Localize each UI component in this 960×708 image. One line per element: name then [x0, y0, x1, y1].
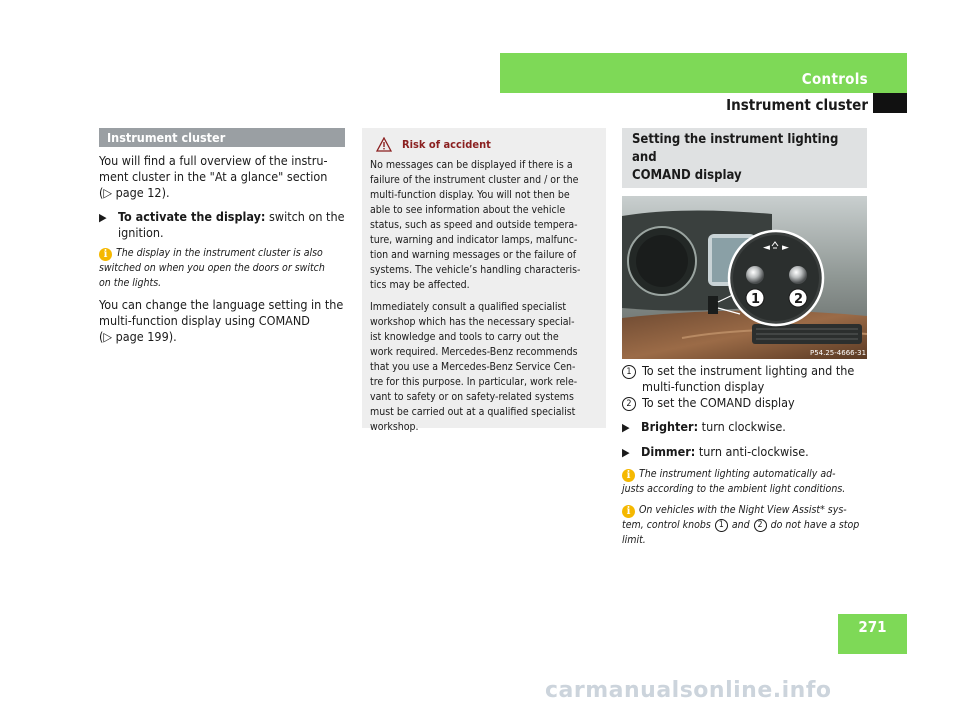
step-label: Brighter:	[641, 419, 699, 434]
warning-title: Risk of accident	[402, 137, 491, 151]
legend-text: multi-function display	[642, 379, 765, 394]
callout-2: 2	[794, 292, 804, 307]
note-line: justs according to the ambient light conditions.	[622, 483, 846, 495]
page-number: 271	[858, 618, 887, 636]
activation-step	[99, 209, 345, 241]
brighter-step	[622, 419, 867, 436]
number-marker: 1	[715, 519, 728, 532]
warning-line: ist knowledge and tools to carry out the	[370, 331, 559, 343]
step-arrow-icon: ▶	[99, 211, 107, 224]
warning-heading	[370, 134, 598, 154]
warning-line: work required. Mercedes-Benz recommends	[370, 346, 578, 358]
info-icon: i	[622, 505, 635, 518]
warning-line: systems. The vehicle’s handling characteris-	[370, 264, 581, 276]
number-marker: 2	[754, 519, 767, 532]
heading-line: Setting the instrument lighting and	[632, 132, 839, 165]
chapter-title: Controls	[801, 70, 868, 88]
legend-item-1	[622, 363, 867, 395]
warning-line: failure of the instrument cluster and / or the	[370, 174, 579, 186]
step-text: ignition.	[118, 225, 164, 240]
warning-line: able to see information about the vehicle	[370, 204, 566, 216]
warning-paragraph-1	[370, 158, 598, 293]
dashboard-control-knobs-photo	[622, 196, 867, 359]
note-line: The instrument lighting automatically ad-	[639, 468, 836, 480]
note-line: The display in the instrument cluster is also	[116, 247, 323, 259]
photo-code: P54.25-4666-31	[810, 349, 867, 357]
warning-line: tics may be affected.	[370, 279, 470, 291]
step-text: turn clockwise.	[698, 419, 786, 434]
step-label: Dimmer:	[641, 444, 696, 459]
lang-line: You can change the language setting in the	[99, 297, 344, 312]
note-line: tem, control knobs	[622, 519, 714, 531]
warning-line: workshop which has the necessary special-	[370, 316, 575, 328]
warning-line: ture, warning and indicator lamps, malfunc-	[370, 234, 578, 246]
svg-text:◄: ◄	[763, 243, 770, 253]
warning-line: No messages can be displayed if there is a	[370, 159, 573, 171]
step-text: switch on the	[265, 209, 345, 224]
info-note	[99, 246, 345, 291]
legend-text: To set the COMAND display	[642, 395, 795, 410]
step-text: turn anti-clockwise.	[695, 444, 809, 459]
warning-line: workshop.	[370, 421, 419, 433]
header-black-tab	[873, 93, 907, 113]
note-line: on the lights.	[99, 277, 162, 289]
warning-line: tion and warning messages or the failure of	[370, 249, 577, 261]
number-marker: 2	[622, 397, 636, 411]
info-note-night-view	[622, 503, 867, 548]
step-arrow-icon: ▶	[622, 446, 630, 459]
column-left	[99, 128, 345, 345]
note-line: do not have a stop	[767, 519, 860, 531]
language-paragraph	[99, 297, 345, 345]
note-line: limit.	[622, 534, 646, 546]
info-icon: i	[99, 248, 112, 261]
info-icon: i	[622, 469, 635, 482]
step-label: To activate the display:	[118, 209, 266, 224]
warning-paragraph-2	[370, 300, 598, 435]
info-note-lighting	[622, 467, 867, 497]
column-middle	[362, 128, 606, 433]
warning-box	[362, 128, 606, 433]
heading-line: COMAND display	[632, 168, 742, 183]
section-heading-lighting	[622, 128, 867, 188]
intro-line: ment cluster in the "At a glance" section	[99, 169, 328, 184]
intro-line: You will find a full overview of the instru-	[99, 153, 328, 168]
warning-line: must be carried out at a qualified specialist	[370, 406, 576, 418]
warning-line: Immediately consult a qualified specialist	[370, 301, 567, 313]
note-line: On vehicles with the Night View Assist* sys-	[639, 504, 847, 516]
warning-line: status, such as speed and outside tempera-	[370, 219, 578, 231]
note-line: switched on when you open the doors or switch	[99, 262, 325, 274]
warning-line: tre for this purpose. In particular, work rele-	[370, 376, 578, 388]
lang-line: multi-function display using COMAND	[99, 313, 310, 328]
intro-paragraph	[99, 153, 345, 201]
page-reference-link[interactable]: (▷ page 12).	[99, 185, 170, 200]
page-reference-link[interactable]: (▷ page 199).	[99, 329, 177, 344]
warning-triangle-icon	[376, 137, 392, 152]
warning-line: vant to safety or on safety-related systems	[370, 391, 574, 403]
section-subtitle: Instrument cluster	[726, 96, 868, 114]
section-heading-instrument-cluster: Instrument cluster	[99, 128, 345, 147]
callout-1: 1	[751, 292, 761, 307]
dimmer-step	[622, 444, 867, 461]
note-line: and	[728, 519, 753, 531]
column-right	[622, 128, 867, 548]
svg-text:►: ►	[782, 243, 789, 253]
step-arrow-icon: ▶	[622, 421, 630, 434]
number-marker: 1	[622, 365, 636, 379]
legend-text: To set the instrument lighting and the	[642, 363, 855, 378]
watermark: carmanualsonline.info	[545, 678, 832, 703]
legend-item-2	[622, 395, 867, 411]
warning-line: that you use a Mercedes-Benz Service Cen-	[370, 361, 576, 373]
warning-line: multi-function display. You will not then be	[370, 189, 570, 201]
